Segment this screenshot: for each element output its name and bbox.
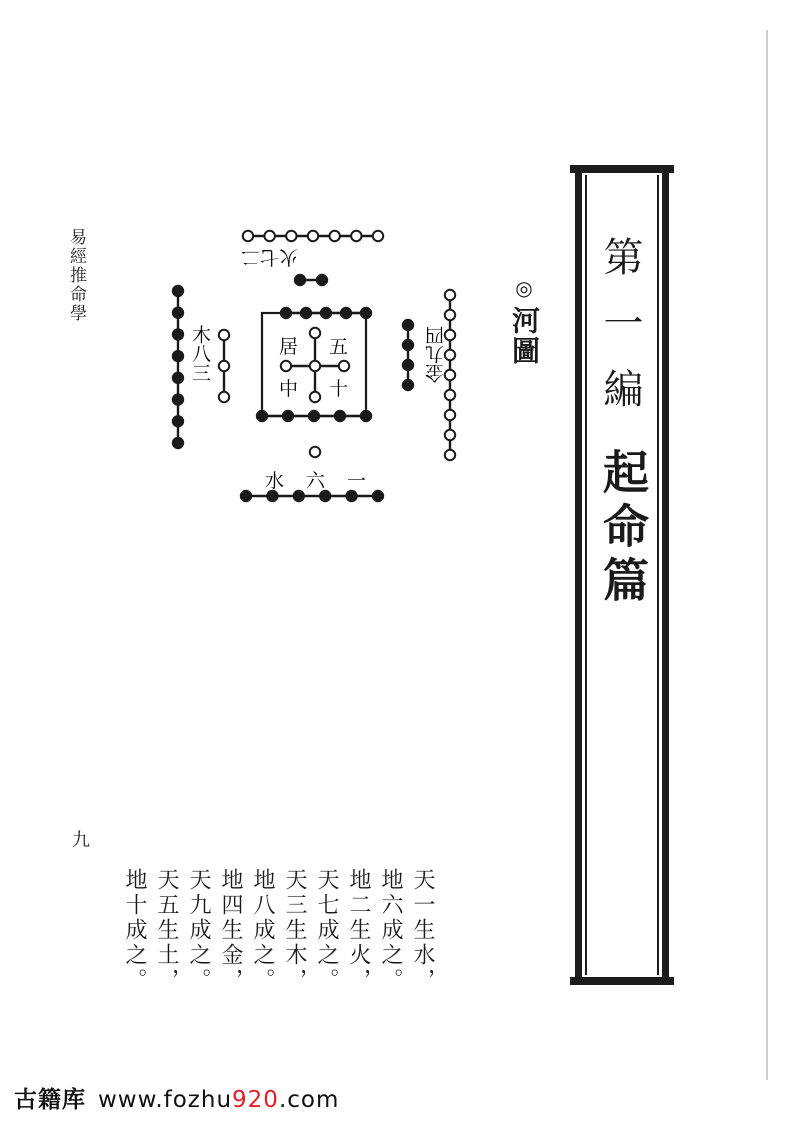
center-label-shi: 十 <box>329 378 349 400</box>
verse-block <box>118 868 438 1018</box>
verse-line: 天七成之。 <box>314 868 339 993</box>
hetu-dot-ten <box>335 411 345 421</box>
hetu-dot-nine <box>445 310 455 320</box>
verse-line: 天三生木， <box>282 868 307 993</box>
section-heading <box>504 276 544 366</box>
hetu-dot-ten <box>281 308 291 318</box>
hetu-dot-nine <box>445 290 455 300</box>
verse-line: 天一生水， <box>410 868 435 993</box>
hetu-dot-six <box>241 491 251 501</box>
hetu-dot-nine <box>445 390 455 400</box>
page-number: 九 <box>72 830 90 851</box>
hetu-dot-ten <box>257 411 267 421</box>
hetu-dot-eight <box>173 308 183 318</box>
hetu-dot-eight <box>173 286 183 296</box>
hetu-dot-ten <box>361 308 371 318</box>
site-watermark <box>14 1081 339 1114</box>
hetu-dot-five <box>339 361 349 371</box>
hetu-dot-one <box>310 447 320 457</box>
section-title: 河圖 <box>508 306 541 366</box>
center-label-zhong: 中 <box>279 378 299 400</box>
hetu-dot-five <box>281 361 291 371</box>
wood-label: 木八三 <box>189 325 211 382</box>
hetu-dot-five <box>310 328 320 338</box>
hetu-dot-six <box>267 491 277 501</box>
hetu-dot-seven <box>329 231 339 241</box>
hetu-dot-three <box>219 361 229 371</box>
hetu-dot-four <box>403 360 413 370</box>
hetu-dot-two <box>295 275 305 285</box>
verse-line: 地四生金， <box>218 868 243 993</box>
verse-line: 天五生土， <box>154 868 179 993</box>
hetu-dot-six <box>320 491 330 501</box>
hetu-dot-seven <box>264 231 274 241</box>
hetu-dot-four <box>403 380 413 390</box>
center-label-wu: 五 <box>329 336 349 358</box>
hetu-dot-ten <box>321 308 331 318</box>
hetu-dot-three <box>219 392 229 402</box>
hetu-dot-six <box>373 491 383 501</box>
running-header: 易經推命學 <box>66 228 86 323</box>
verse-line: 地二生火， <box>346 868 371 993</box>
hetu-dot-eight <box>173 351 183 361</box>
hetu-dot-ten <box>301 308 311 318</box>
hetu-dot-nine <box>445 450 455 460</box>
fire-label: 火七二 <box>240 246 298 268</box>
hetu-dot-nine <box>445 430 455 440</box>
verse-line: 地八成之。 <box>250 868 275 993</box>
hetu-dot-four <box>403 340 413 350</box>
hetu-dot-ten <box>361 411 371 421</box>
verse-line: 地六成之。 <box>378 868 403 993</box>
hetu-dot-five <box>310 361 320 371</box>
hetu-dot-four <box>403 320 413 330</box>
hetu-dot-seven <box>351 231 361 241</box>
center-label-ju: 居 <box>279 336 299 358</box>
hetu-dot-two <box>317 275 327 285</box>
hetu-dot-ten <box>283 411 293 421</box>
verse-line: 地十成之。 <box>122 868 147 993</box>
hetu-dot-eight <box>173 373 183 383</box>
watermark-url-suffix: .com <box>278 1087 340 1113</box>
hetu-dot-seven <box>308 231 318 241</box>
watermark-url-prefix: www.fozhu <box>98 1087 233 1113</box>
watermark-url-accent: 920 <box>232 1087 279 1113</box>
section-marker-icon: ◎ <box>512 276 536 302</box>
hetu-dot-six <box>294 491 304 501</box>
hetu-dot-six <box>346 491 356 501</box>
hetu-dot-seven <box>286 231 296 241</box>
verse-line: 天九成之。 <box>186 868 211 993</box>
hetu-dot-seven <box>373 231 383 241</box>
hetu-dot-ten <box>341 308 351 318</box>
hetu-dot-eight <box>173 438 183 448</box>
hetu-diagram <box>150 205 480 525</box>
watermark-name: 古籍库 <box>14 1087 86 1113</box>
hetu-dot-three <box>219 330 229 340</box>
watermark-url <box>98 1087 339 1113</box>
part-title: 第一編 <box>597 236 643 434</box>
hetu-dot-nine <box>445 410 455 420</box>
water-label: 水六一 <box>265 470 389 492</box>
chapter-title: 起命篇 <box>596 448 650 610</box>
hetu-dot-eight <box>173 329 183 339</box>
page-edge-line <box>766 30 768 1080</box>
hetu-dot-five <box>310 392 320 402</box>
hetu-dot-ten <box>309 411 319 421</box>
metal-label: 金九四 <box>425 326 447 383</box>
hetu-dot-eight <box>173 416 183 426</box>
hetu-dot-seven <box>243 231 253 241</box>
hetu-dot-eight <box>173 394 183 404</box>
